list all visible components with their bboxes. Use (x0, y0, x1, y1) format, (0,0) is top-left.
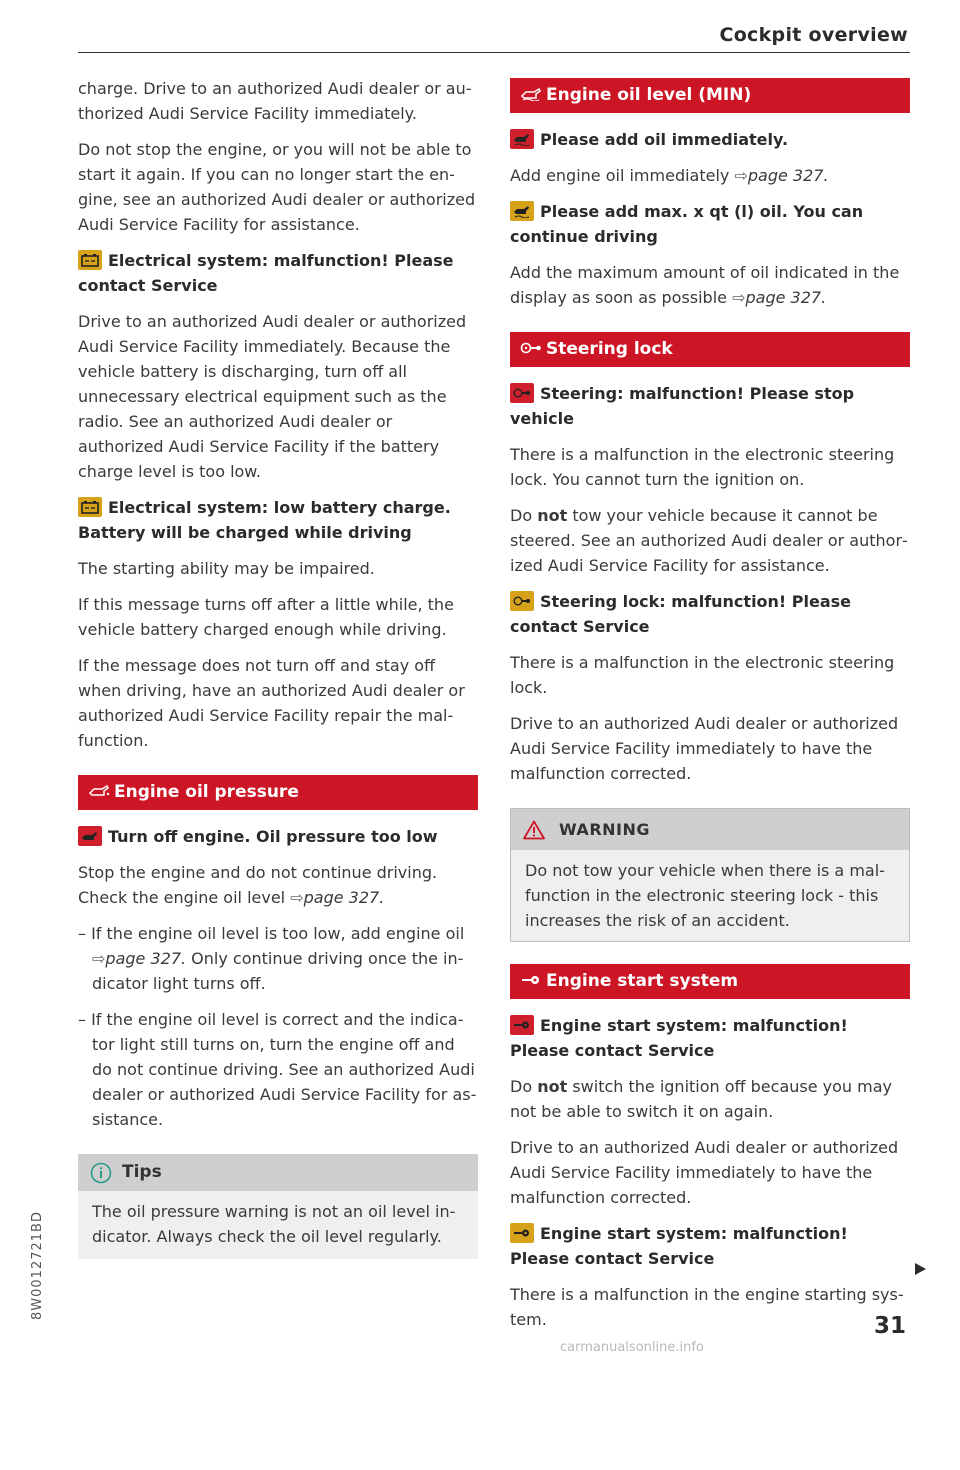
message-title (78, 248, 478, 298)
header-rule (78, 52, 910, 53)
emphasis-text: not (537, 506, 568, 525)
cross-reference-arrow-icon: ⇨ (290, 888, 304, 907)
message-title-text: Electrical system: malfunction! Please contact Service (78, 251, 454, 295)
message-title-text: Please add oil immediately. (540, 130, 789, 149)
list-item-text: – If the engine oil level is too low, add engine oil (78, 924, 465, 943)
document-code: 8W0012721BD (30, 1211, 45, 1320)
message-title (78, 824, 478, 849)
watermark: carmanualsonline.info (560, 1340, 704, 1355)
section-title: Steering lock (546, 339, 673, 359)
paragraph-text: Do (510, 1077, 538, 1096)
paragraph: If this message turns off after a little while, the vehicle battery charged enough while driving. (78, 595, 454, 639)
tips-header (78, 1154, 478, 1191)
paragraph: There is a malfunction in the engine starting system. (510, 1285, 904, 1329)
message-title-text: Turn off engine. Oil pressure too low (108, 827, 438, 846)
info-icon (90, 1162, 112, 1184)
oil-can-icon (78, 826, 102, 846)
tips-text: The oil pressure warning is not an oil level indicator. Always check the oil level regularly. (92, 1202, 456, 1246)
oil-can-icon (88, 784, 110, 798)
engine-start-icon (510, 1223, 534, 1243)
message-title (78, 495, 478, 545)
message-title-text: Engine start system: malfunction! Please contact Service (510, 1016, 848, 1060)
paragraph-text: Add engine oil immediately (510, 166, 735, 185)
tips-box (78, 1154, 478, 1259)
paragraph: Drive to an authorized Audi dealer or authorized Audi Service Facility immediately to have the malfunction corrected. (510, 1138, 899, 1207)
paragraph: If the message does not turn off and stay off when driving, have an authorized Audi dealer or authorized Audi Service Facility repair the malfunction. (78, 656, 465, 750)
section-header-steering-lock (510, 332, 910, 367)
battery-icon (78, 250, 102, 270)
left-column (78, 76, 478, 1259)
section-header-engine-start (510, 964, 910, 999)
message-title (510, 127, 910, 152)
continue-arrow-icon[interactable] (913, 1262, 927, 1276)
section-title: Engine oil pressure (114, 782, 299, 802)
paragraph (78, 860, 478, 910)
list-item (78, 921, 478, 996)
paragraph: Drive to an authorized Audi dealer or authorized Audi Service Facility immediately. Because the vehicle battery is discharging, turn off all unnecessary electrical equipment such as the radio. See an authorized Audi dealer or authorized Audi Service Facility if the battery charge level is too low. (78, 312, 467, 481)
page-number: 31 (873, 1313, 906, 1339)
list-item: – If the engine oil level is correct and the indicator light still turns on, turn the engine off and do not continue driving. See an authorized Audi dealer or authorized Audi Service Facility for assistance. (78, 1010, 477, 1129)
steering-lock-icon (510, 591, 534, 611)
cross-reference-arrow-icon: ⇨ (92, 949, 106, 968)
warning-header (511, 809, 909, 850)
right-column (510, 76, 910, 1343)
section-header-oil-pressure (78, 775, 478, 810)
paragraph-text: Add the maximum amount of oil indicated in the display as soon as possible (510, 263, 900, 307)
paragraph: Do not stop the engine, or you will not be able to start it again. If you can no longer start the engine, see an authorized Audi dealer or authorized Audi Service Facility for assistance. (78, 140, 476, 234)
warning-box (510, 808, 910, 942)
list-item-text: Only continue driving once the indicator light turns off. (92, 949, 464, 993)
cross-reference-arrow-icon: ⇨ (734, 166, 748, 185)
tips-label: Tips (122, 1162, 162, 1182)
document-code-wrapper (30, 1211, 45, 1470)
paragraph (510, 163, 910, 188)
page-reference-link[interactable]: page 327. (303, 888, 385, 907)
message-title-text: Steering lock: malfunction! Please contact Service (510, 592, 852, 636)
page-reference-link[interactable]: page 327. (747, 166, 829, 185)
engine-start-icon (520, 973, 542, 987)
oil-can-icon (520, 87, 542, 101)
section-header-oil-level (510, 78, 910, 113)
oil-can-icon (510, 129, 534, 149)
oil-can-icon (510, 201, 534, 221)
paragraph: There is a malfunction in the electronic steering lock. (510, 653, 895, 697)
paragraph: Drive to an authorized Audi dealer or authorized Audi Service Facility immediately to have the malfunction corrected. (510, 714, 899, 783)
message-title-text: Electrical system: low battery charge. Battery will be charged while driving (78, 498, 451, 542)
engine-start-icon (510, 1015, 534, 1035)
battery-icon (78, 497, 102, 517)
paragraph-text: Stop the engine and do not continue driving. Check the engine oil level (78, 863, 438, 907)
steering-lock-icon (520, 341, 542, 355)
message-title-text: Steering: malfunction! Please stop vehicle (510, 384, 855, 428)
message-title (510, 1221, 910, 1271)
page-header-title: Cockpit overview (719, 24, 908, 46)
message-title-text: Please add max. x qt (l) oil. You can continue driving (510, 202, 864, 246)
paragraph (510, 503, 910, 578)
message-title-text: Engine start system: malfunction! Please contact Service (510, 1224, 848, 1268)
message-title (510, 381, 910, 431)
message-title (510, 589, 910, 639)
warning-text: Do not tow your vehicle when there is a malfunction in the electronic steering lock - this increases the risk of an accident. (525, 861, 885, 930)
warning-triangle-icon (523, 820, 545, 840)
paragraph: charge. Drive to an authorized Audi dealer or authorized Audi Service Facility immediately. (78, 79, 472, 123)
page-reference-link[interactable]: page 327. (105, 949, 187, 968)
paragraph-text: tow your vehicle because it cannot be steered. See an authorized Audi dealer or authorized Audi Service Facility for assistance. (510, 506, 908, 575)
paragraph: The starting ability may be impaired. (78, 559, 375, 578)
cross-reference-arrow-icon: ⇨ (732, 288, 746, 307)
paragraph (510, 1074, 910, 1124)
message-title (510, 199, 910, 249)
section-title: Engine start system (546, 971, 739, 991)
paragraph-text: Do (510, 506, 538, 525)
paragraph (510, 260, 910, 310)
page-reference-link[interactable]: page 327. (745, 288, 827, 307)
warning-label: WARNING (559, 820, 650, 839)
paragraph-text: switch the ignition off because you may not be able to switch it on again. (510, 1077, 892, 1121)
message-title (510, 1013, 910, 1063)
paragraph: There is a malfunction in the electronic steering lock. You cannot turn the ignition on. (510, 445, 895, 489)
steering-lock-icon (510, 383, 534, 403)
emphasis-text: not (537, 1077, 568, 1096)
section-title: Engine oil level (MIN) (546, 85, 752, 105)
